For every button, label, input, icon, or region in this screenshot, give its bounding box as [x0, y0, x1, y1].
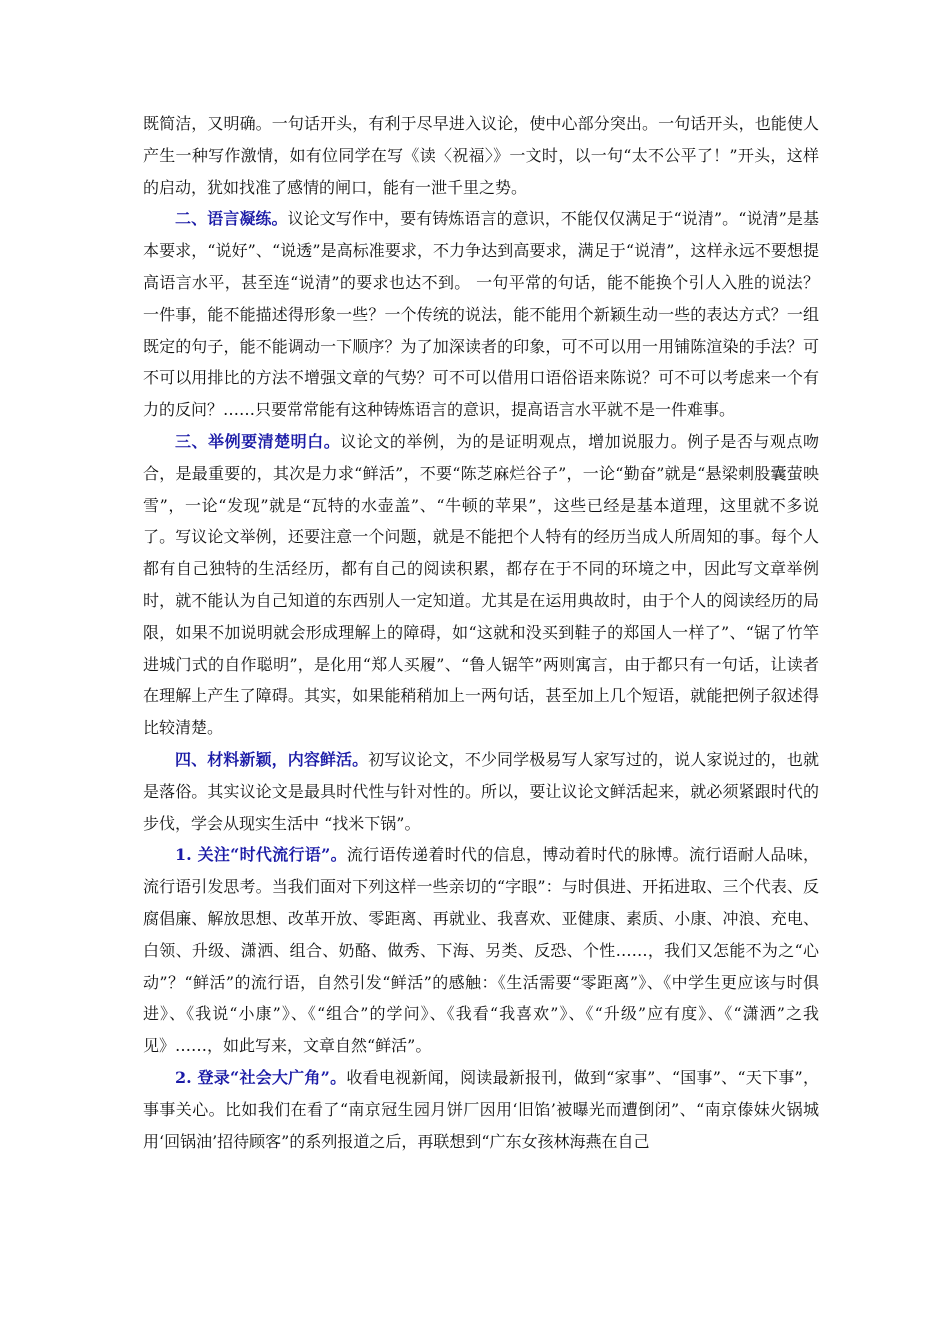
subheading-buzzwords: 1. 关注“时代流行语”。 — [175, 845, 347, 865]
paragraph-language — [143, 203, 819, 426]
paragraph-society — [143, 1062, 819, 1157]
paragraph-intro — [143, 108, 819, 203]
paragraph-text: 议论文写作中，要有铸炼语言的意识，不能仅仅满足于“说清”。“说清”是基本要求，“说好”、“说透”是高标准要求，不力争达到高要求，满足于“说清”，这样永远不要想提高语言水平，甚至连“说清”的要求也达不到。 一句平常的句话，能不能换个引人入胜的说法？一件事，能不能描述得形象一些？一个传统的说法，能不能用个新颖生动一些的表达方式？一组既定的句子，能不能调动一下顺序？为了加深读者的印象，可不可以用一用铺陈渲染的手法？可不可以用排比的方法不增强文章的气势？可不可以借用口语俗语来陈说？可不可以考虑来一个有力的反问？……只要常常能有这种铸炼语言的意识，提高语言水平就不是一件难事。 — [143, 209, 819, 420]
paragraph-text: 议论文的举例，为的是证明观点，增加说服力。例子是否与观点吻合，是最重要的，其次是力求“鲜活”，不要“陈芝麻烂谷子”，一论“勤奋”就是“悬梁刺股囊萤映雪”，一论“发现”就是“瓦特的水壶盖”、“牛顿的苹果”，这些已经是基本道理，这里就不多说了。写议论文举例，还要注意一个问题，就是不能把个人特有的经历当成人所周知的事。每个人都有自己独特的生活经历，都有自己的阅读积累，都存在于不同的环境之中，因此写文章举例时，就不能认为自己知道的东西别人一定知道。尤其是在运用典故时，由于个人的阅读经历的局限，如果不加说明就会形成理解上的障碍，如“这就和没买到鞋子的郑国人一样了”、“锯了竹竿进城门式的自作聪明”，是化用“郑人买履”、“鲁人锯竿”两则寓言，由于都只有一句话，让读者在理解上产生了障碍。其实，如果能稍稍加上一两句话，甚至加上几个短语，就能把例子叙述得比较清楚。 — [143, 431, 819, 738]
section-heading-examples: 三、举例要清楚明白。 — [175, 431, 341, 451]
paragraph-text: 流行语传递着时代的信息，博动着时代的脉博。流行语耐人品味，流行语引发思考。当我们面对下列这样一些亲切的“字眼”：与时俱进、开拓进取、三个代表、反腐倡廉、解放思想、改革开放、零距离、再就业、我喜欢、亚健康、素质、小康、冲浪、充电、白领、升级、潇洒、组合、奶酪、做秀、下海、另类、反恐、个性……，我们又怎能不为之“心动”？“鲜活”的流行语，自然引发“鲜活”的感触：《生活需要“零距离”》、《中学生更应该与时俱进》、《我说“小康”》、《“组合”的学问》、《我看“我喜欢”》、《“升级”应有度》、《“潇洒”之我见》……，如此写来，文章自然“鲜活”。 — [143, 845, 819, 1056]
document-page — [143, 108, 819, 1157]
paragraph-text: 初写议论文，不少同学极易写人家写过的，说人家说过的，也就是落俗。其实议论文是最具时代性与针对性的。所以，要让议论文鲜活起来，就必须紧跟时代的步伐，学会从现实生活中 “找米下锅”。 — [143, 749, 819, 833]
paragraph-examples — [143, 426, 819, 744]
paragraph-buzzwords — [143, 839, 819, 1062]
paragraph-text: 收看电视新闻，阅读最新报刊，做到“家事”、“国事”、“天下事”，事事关心。比如我们在看了“南京冠生园月饼厂因用‘旧馅’被曝光而遭倒闭”、“南京傣妹火锅城用‘回锅油’招待顾客”的系列报道之后，再联想到“广东女孩林海燕在自己 — [143, 1067, 819, 1151]
section-heading-language: 二、语言凝练。 — [175, 209, 288, 229]
section-heading-materials: 四、材料新颖，内容鲜活。 — [175, 749, 369, 769]
subheading-society: 2. 登录“社会大广角”。 — [175, 1067, 347, 1087]
paragraph-materials — [143, 744, 819, 839]
paragraph-text: 既简洁，又明确。一句话开头，有利于尽早进入议论，使中心部分突出。一句话开头，也能使人产生一种写作激情，如有位同学在写《读〈祝福〉》一文时，以一句“太不公平了！”开头，这样的启动，犹如找准了感情的闸口，能有一泄千里之势。 — [143, 114, 819, 197]
